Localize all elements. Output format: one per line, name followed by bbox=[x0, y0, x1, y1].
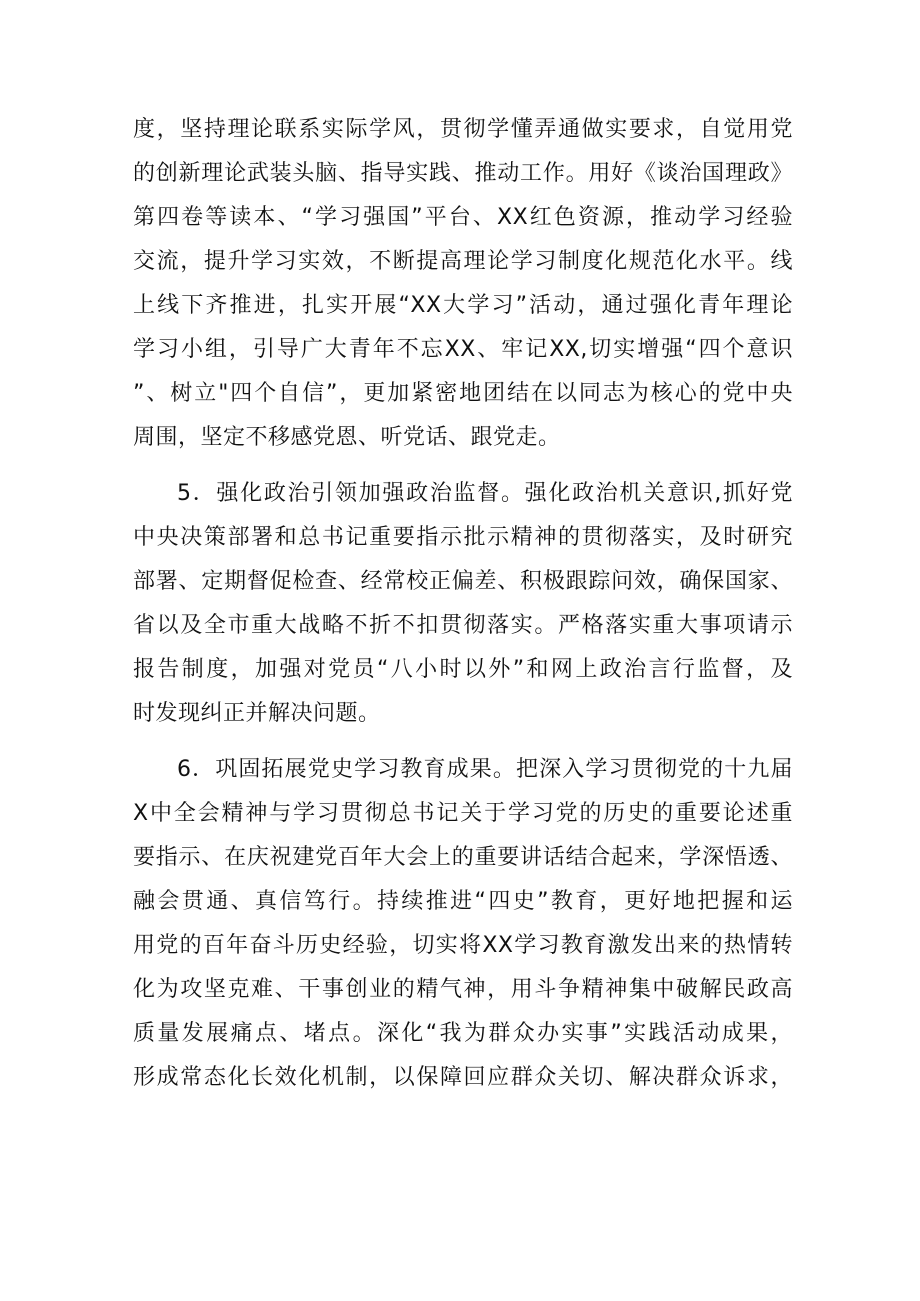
paragraph-3 bbox=[133, 748, 793, 1100]
text-line: 化为攻坚克难、干事创业的精气神，用斗争精神集中破解民政高 bbox=[133, 977, 793, 1002]
text-line: 报告制度，加强对党员“八小时以外”和网上政治言行监督，及 bbox=[133, 657, 793, 682]
text-line: 周围，坚定不移感党恩、听党话、跟党走。 bbox=[133, 425, 561, 450]
document-page bbox=[133, 108, 793, 1112]
text-line: 度，坚持理论联系实际学风，贯彻学懂弄通做实要求，自觉用党 bbox=[133, 117, 793, 142]
text-line: 学习小组，引导广大青年不忘XX、牢记XX,切实增强“四个意识 bbox=[133, 337, 793, 362]
paragraph-2 bbox=[133, 472, 793, 736]
text-line: 时发现纠正并解决问题。 bbox=[133, 701, 381, 726]
text-line: 中央决策部署和总书记重要指示批示精神的贯彻落实，及时研究 bbox=[133, 525, 793, 550]
text-line: ”、树立"四个自信”，更加紧密地团结在以同志为核心的党中央 bbox=[133, 381, 793, 406]
text-line: 质量发展痛点、堵点。深化“我为群众办实事”实践活动成果， bbox=[133, 1021, 793, 1046]
text-line: 融会贯通、真信笃行。持续推进“四史”教育，更好地把握和运 bbox=[133, 889, 794, 914]
text-line: 交流，提升学习实效，不断提高理论学习制度化规范化水平。线 bbox=[133, 249, 793, 274]
text-line: 要指示、在庆祝建党百年大会上的重要讲话结合起来，学深悟透、 bbox=[133, 845, 793, 870]
text-line: 省以及全市重大战略不折不扣贯彻落实。严格落实重大事项请示 bbox=[133, 613, 793, 638]
paragraph-1 bbox=[133, 108, 793, 460]
text-line: 6．巩固拓展党史学习教育成果。把深入学习贯彻党的十九届 bbox=[177, 757, 793, 782]
text-line: 的创新理论武装头脑、指导实践、推动工作。用好《谈治国理政》 bbox=[133, 161, 793, 186]
text-line: 5．强化政治引领加强政治监督。强化政治机关意识,抓好党 bbox=[177, 481, 793, 506]
text-line: 形成常态化长效化机制，以保障回应群众关切、解决群众诉求， bbox=[133, 1065, 793, 1090]
text-line: 部署、定期督促检查、经常校正偏差、积极跟踪问效，确保国家、 bbox=[133, 569, 793, 594]
text-line: 上线下齐推进，扎实开展“XX大学习”活动，通过强化青年理论 bbox=[133, 293, 793, 318]
text-line: 用党的百年奋斗历史经验，切实将XX学习教育激发出来的热情转 bbox=[133, 933, 793, 958]
text-line: 第四卷等读本、“学习强国”平台、XX红色资源，推动学习经验 bbox=[133, 205, 793, 230]
text-line: X中全会精神与学习贯彻总书记关于学习党的历史的重要论述重 bbox=[133, 801, 793, 826]
